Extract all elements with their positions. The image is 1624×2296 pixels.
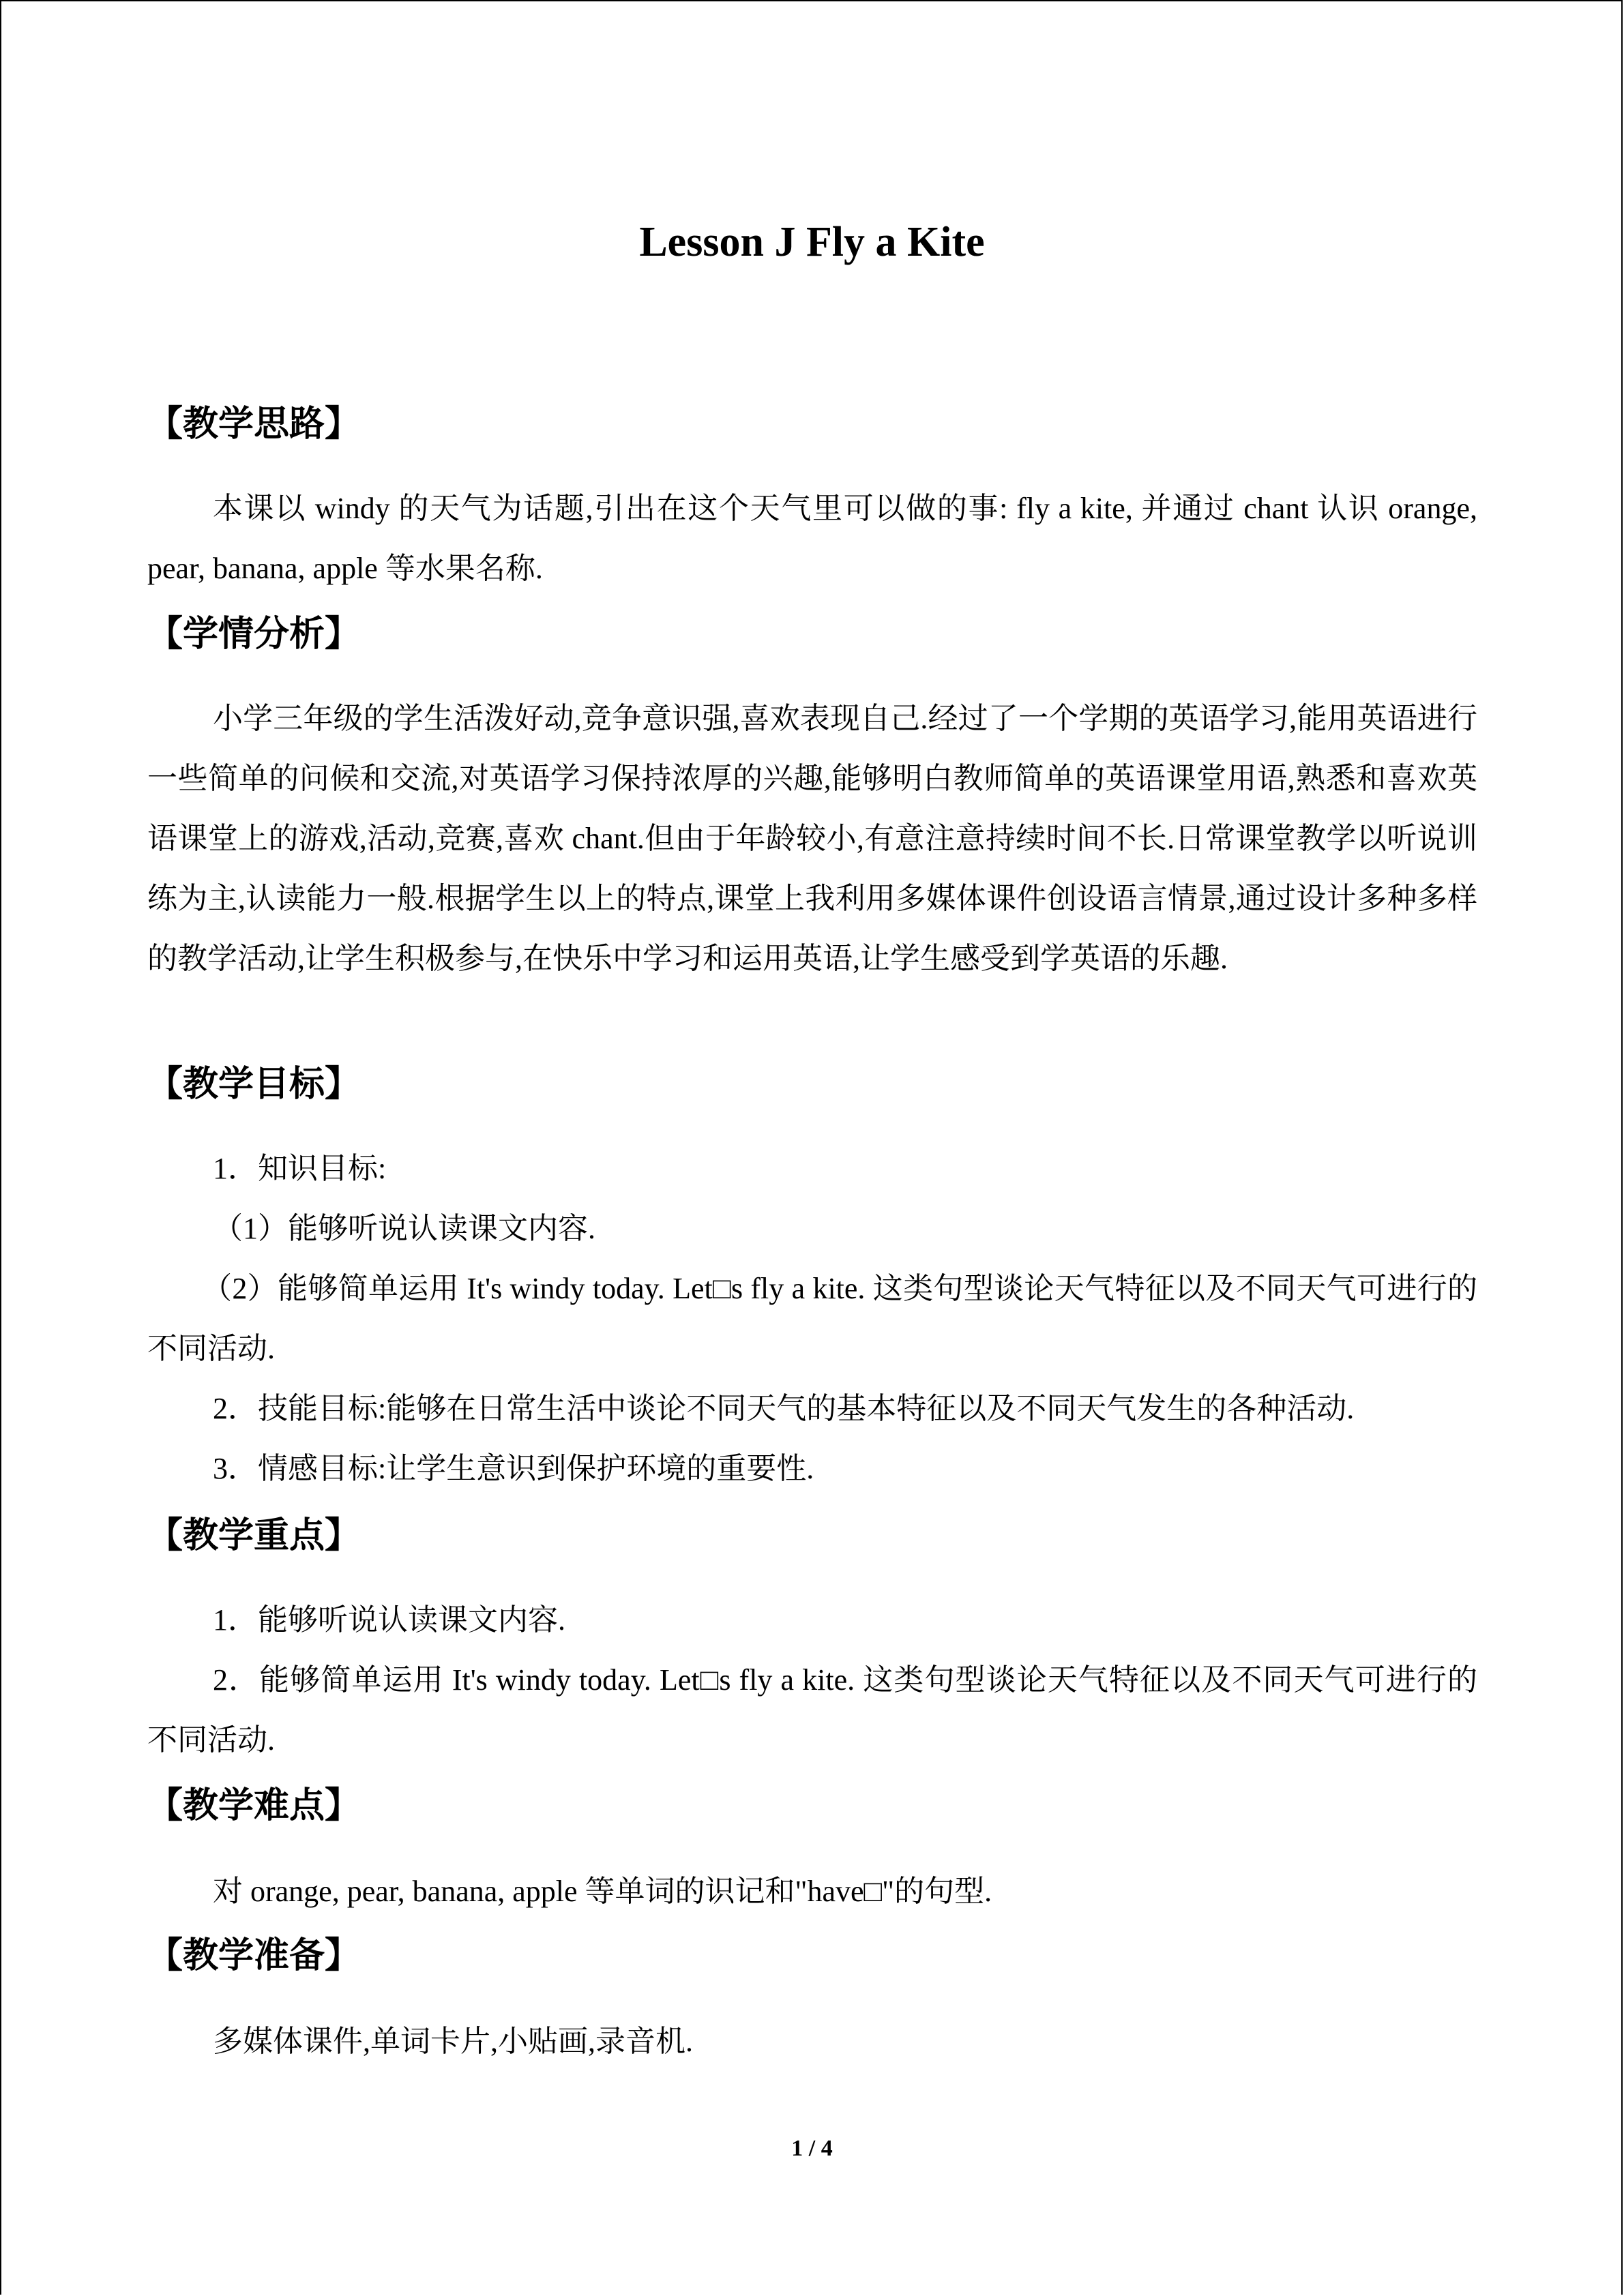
paragraph-student-analysis: 小学三年级的学生活泼好动,竞争意识强,喜欢表现自己.经过了一个学期的英语学习,能用英语进行一些简单的问候和交流,对英语学习保持浓厚的兴趣,能够明白教师简单的英语课堂用语,熟悉和喜欢英语课堂上的游戏,活动,竞赛,喜欢 chant.但由于年龄较小,有意注意持续时间不长.日常课堂教学以听说训练为主,认读能力一般.根据学生以上的特点,课堂上我利用多媒体课件创设语言情景,通过设计多种多样的教学活动,让学生积极参与,在快乐中学习和运用英语,让学生感受到学英语的乐趣.	[147, 702, 1477, 975]
paragraph-preparation: 多媒体课件,单词卡片,小贴画,录音机.	[213, 2025, 693, 2058]
heading-student-analysis: 【学情分析】	[147, 614, 361, 655]
objective-knowledge: 1．知识目标:	[213, 1152, 387, 1185]
document-title: Lesson J Fly a Kite	[639, 219, 985, 265]
paragraph-teaching-thinking: 本课以 windy 的天气为话题,引出在这个天气里可以做的事: fly a kite, 并通过 chant 认识 orange, pear, banana, apple 等水果名称.	[147, 492, 1477, 585]
objective-knowledge-1: （1）能够听说认读课文内容.	[213, 1212, 595, 1245]
objective-emotion: 3．情感目标:让学生意识到保护环境的重要性.	[213, 1452, 814, 1485]
heading-difficulties: 【教学难点】	[147, 1785, 361, 1826]
key-point-1: 1．能够听说认读课文内容.	[213, 1603, 565, 1637]
heading-preparation: 【教学准备】	[147, 1935, 361, 1976]
heading-key-points: 【教学重点】	[147, 1515, 361, 1556]
key-point-2: 2．能够简单运用 It's windy today. Let□s fly a kite. 这类句型谈论天气特征以及不同天气可进行的不同活动.	[147, 1663, 1477, 1757]
objective-knowledge-2: （2）能够简单运用 It's windy today. Let□s fly a kite. 这类句型谈论天气特征以及不同天气可进行的不同活动.	[147, 1272, 1477, 1365]
heading-teaching-thinking: 【教学思路】	[147, 404, 361, 445]
objective-skills: 2．技能目标:能够在日常生活中谈论不同天气的基本特征以及不同天气发生的各种活动.	[213, 1392, 1355, 1425]
paragraph-difficulties: 对 orange, pear, banana, apple 等单词的识记和"have□"的句型.	[213, 1875, 992, 1908]
page-number: 1 / 4	[791, 2136, 833, 2161]
heading-teaching-objectives: 【教学目标】	[147, 1064, 361, 1105]
